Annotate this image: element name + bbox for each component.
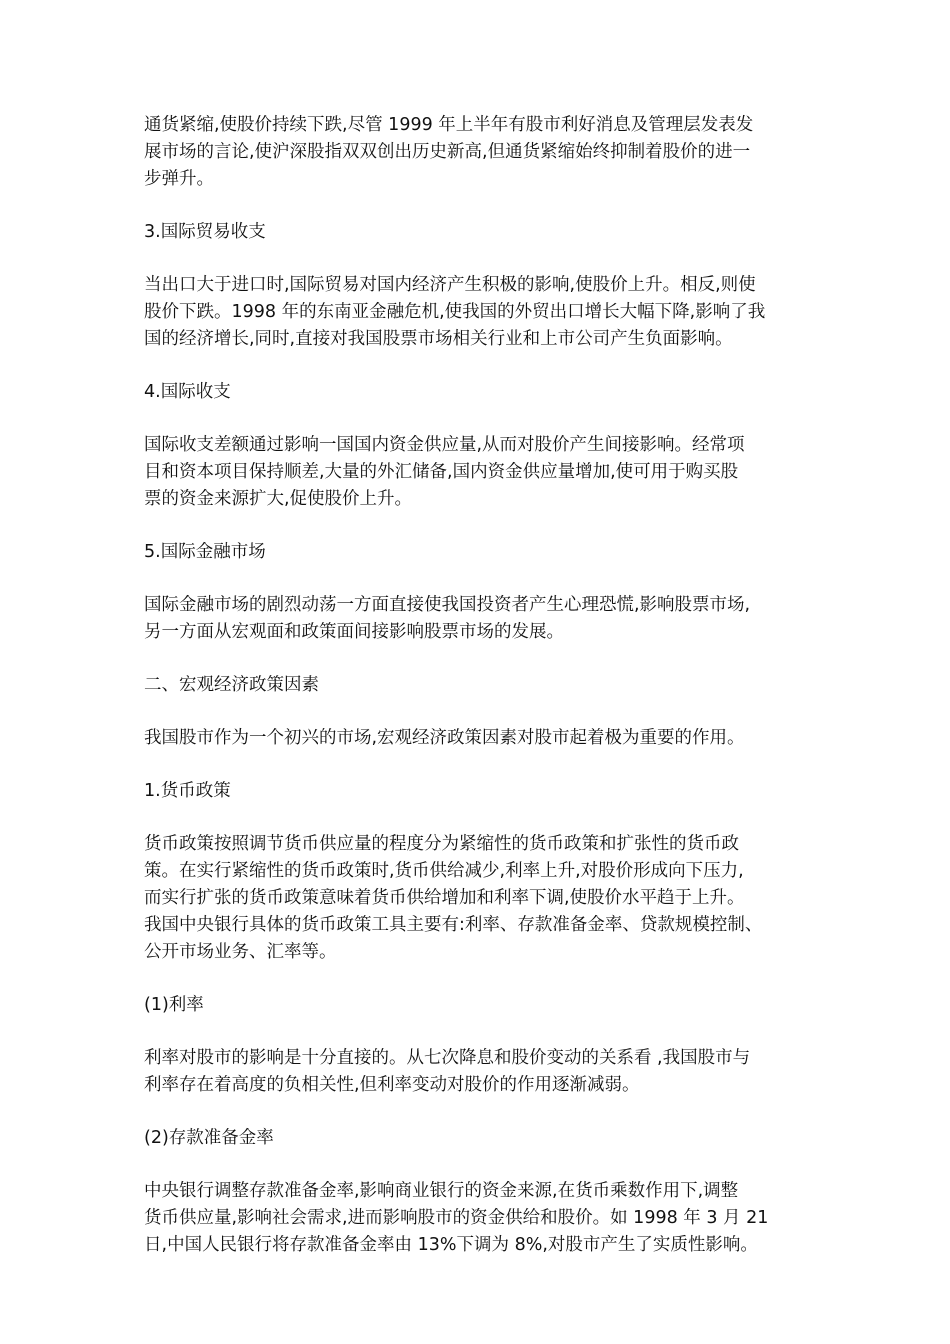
text-line: 我国股市作为一个初兴的市场,宏观经济政策因素对股市起着极为重要的作用。: [144, 728, 745, 748]
text-line: 目和资本项目保持顺差,大量的外汇储备,国内资金供应量增加,使可用于购买股: [144, 462, 739, 482]
paragraph-international-financial-market: [144, 592, 824, 646]
paragraph-balance-of-payments: [144, 432, 824, 513]
paragraph-international-trade: [144, 272, 824, 353]
text-line: 货币政策按照调节货币供应量的程度分为紧缩性的货币政策和扩张性的货币政: [144, 834, 739, 854]
heading-international-trade: 3.国际贸易收支: [144, 222, 266, 242]
text-line: 日,中国人民银行将存款准备金率由 13%下调为 8%,对股市产生了实质性影响。: [144, 1235, 758, 1255]
text-line: 股价下跌。1998 年的东南亚金融危机,使我国的外贸出口增长大幅下降,影响了我: [144, 302, 766, 322]
text-line: 当出口大于进口时,国际贸易对国内经济产生积极的影响,使股价上升。相反,则使: [144, 275, 756, 295]
heading-balance-of-payments: 4.国际收支: [144, 382, 231, 402]
text-line: 步弹升。: [144, 169, 214, 189]
heading-reserve-ratio: (2)存款准备金率: [144, 1128, 274, 1148]
heading-interest-rate: (1)利率: [144, 995, 204, 1015]
text-line: 展市场的言论,使沪深股指双双创出历史新高,但通货紧缩始终抑制着股价的进一: [144, 142, 751, 162]
paragraph-deflation: [144, 112, 824, 193]
heading-macro-policy: 二、宏观经济政策因素: [144, 675, 319, 695]
text-line: 国际收支差额通过影响一国国内资金供应量,从而对股价产生间接影响。经常项: [144, 435, 745, 455]
heading-monetary-policy: 1.货币政策: [144, 781, 231, 801]
text-line: 我国中央银行具体的货币政策工具主要有:利率、存款准备金率、贷款规模控制、: [144, 915, 763, 935]
text-line: 策。在实行紧缩性的货币政策时,货币供给减少,利率上升,对股价形成向下压力,: [144, 861, 744, 881]
paragraph-interest-rate: [144, 1045, 824, 1099]
text-line: 而实行扩张的货币政策意味着货币供给增加和利率下调,使股价水平趋于上升。: [144, 888, 745, 908]
text-line: 货币供应量,影响社会需求,进而影响股市的资金供给和股价。如 1998 年 3 月 21: [144, 1208, 769, 1228]
document-body: [144, 112, 824, 1285]
text-line: 中央银行调整存款准备金率,影响商业银行的资金来源,在货币乘数作用下,调整: [144, 1181, 739, 1201]
text-line: 公开市场业务、汇率等。: [144, 942, 337, 962]
text-line: 利率存在着高度的负相关性,但利率变动对股价的作用逐渐减弱。: [144, 1075, 640, 1095]
paragraph-macro-policy: [144, 725, 824, 752]
text-line: 国的经济增长,同时,直接对我国股票市场相关行业和上市公司产生负面影响。: [144, 329, 733, 349]
paragraph-monetary-policy: [144, 831, 824, 966]
text-line: 另一方面从宏观面和政策面间接影响股票市场的发展。: [144, 622, 564, 642]
heading-international-financial-market: 5.国际金融市场: [144, 542, 266, 562]
text-line: 通货紧缩,使股价持续下跌,尽管 1999 年上半年有股市利好消息及管理层发表发: [144, 115, 754, 135]
text-line: 国际金融市场的剧烈动荡一方面直接使我国投资者产生心理恐慌,影响股票市场,: [144, 595, 751, 615]
text-line: 利率对股市的影响是十分直接的。从七次降息和股价变动的关系看 ,我国股市与: [144, 1048, 751, 1068]
paragraph-reserve-ratio: [144, 1178, 824, 1259]
text-line: 票的资金来源扩大,促使股价上升。: [144, 489, 413, 509]
